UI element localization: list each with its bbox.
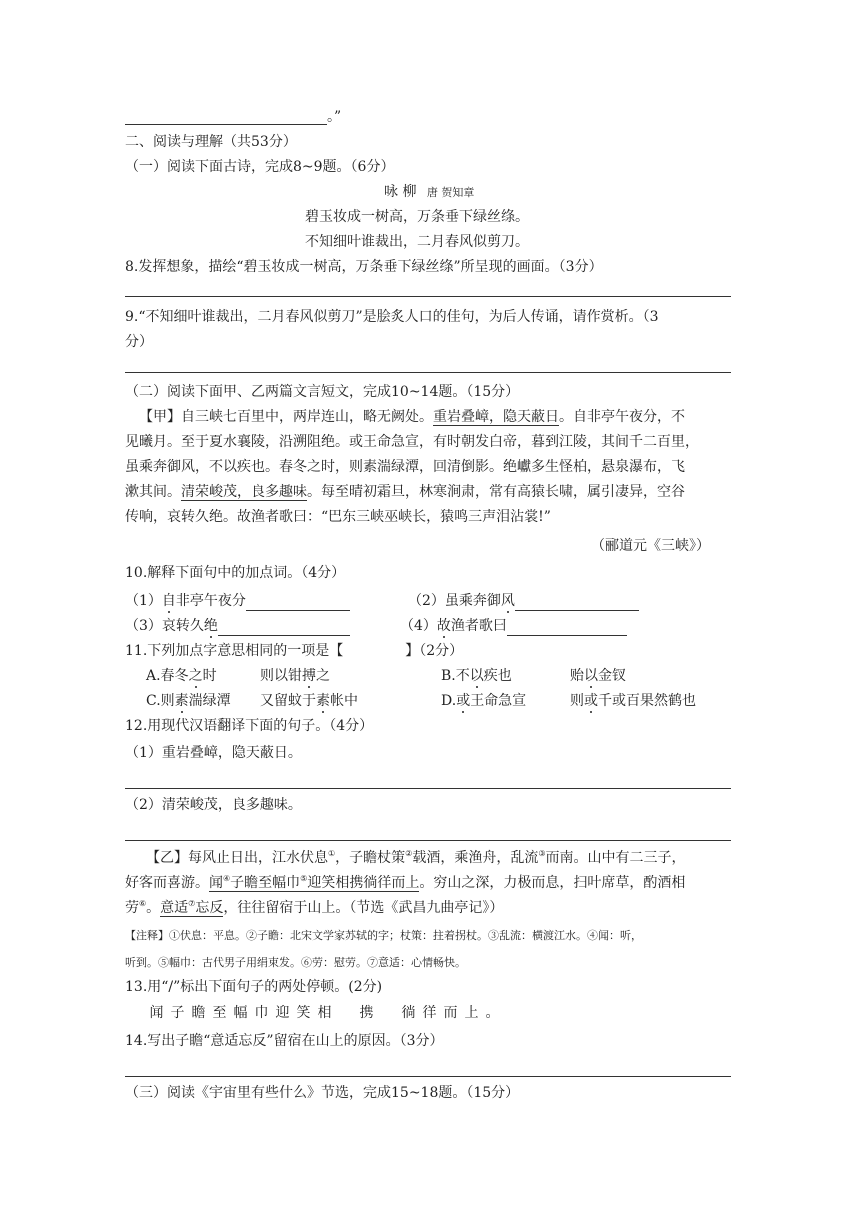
text: （2）虽乘奔御 xyxy=(408,593,501,609)
question-9-cont: 分） xyxy=(125,334,153,350)
note-marker: ② xyxy=(405,849,413,858)
text: 劳 xyxy=(125,900,139,916)
dotted-char: 风 xyxy=(500,593,515,609)
sentence-char[interactable]: 徉 xyxy=(422,1005,437,1021)
option-d-right xyxy=(570,691,696,711)
q12-sentence-1: （1）重岩叠嶂，隐天蔽日。 xyxy=(125,745,302,761)
text: 帐中 xyxy=(330,693,358,709)
passage-yi-line xyxy=(125,898,503,918)
q10-item xyxy=(400,616,627,636)
note-marker: ⑤ xyxy=(300,874,308,883)
text: 又留蚊于 xyxy=(260,693,316,709)
text: 。 xyxy=(146,900,161,916)
text: （1） xyxy=(125,593,162,609)
text: 11.下列加点字意思相同的一项是【 xyxy=(125,643,344,659)
passage-source: （郦道元《三峡》） xyxy=(591,538,710,554)
question-13: 13.用“/”标出下面句子的两处停顿。(2分) xyxy=(125,979,383,995)
option-c-right xyxy=(260,691,358,711)
sentence-char[interactable]: 携 xyxy=(359,1005,374,1021)
fill-blank[interactable] xyxy=(246,595,350,611)
passage-jia-line xyxy=(125,482,685,502)
sentence-char[interactable]: 子 xyxy=(170,1005,185,1021)
dotted-char: 素 xyxy=(174,693,189,709)
text: 则 xyxy=(570,693,584,709)
text: 渔者歌曰 xyxy=(450,618,507,634)
text: 【乙】每风止日出，江水伏息 xyxy=(146,850,328,866)
fill-blank[interactable] xyxy=(515,595,639,611)
dotted-char: 自 xyxy=(161,593,176,609)
part1-intro: （一）阅读下面古诗，完成8~9题。（6分） xyxy=(125,159,395,175)
underlined-sentence xyxy=(160,900,223,917)
text: 好客而喜游。 xyxy=(125,875,209,891)
text: 闻 xyxy=(209,875,223,891)
note-marker: ① xyxy=(328,849,336,858)
option-a-left xyxy=(146,666,217,686)
question-10: 10.解释下面句中的加点词。（4分） xyxy=(125,565,346,581)
dotted-char: 以 xyxy=(584,668,598,684)
text: 金钗 xyxy=(598,668,626,684)
text: 。每至晴初霜旦，林寒涧肃，常有高猿长啸，属引凄异，空谷 xyxy=(307,484,685,500)
text: D. xyxy=(441,693,457,709)
dotted-char: 或 xyxy=(584,693,598,709)
text: 而南。山中有二三子， xyxy=(545,850,686,866)
text: 子瞻至幅巾 xyxy=(230,875,301,891)
underlined-sentence: 清荣峻茂，良多趣味 xyxy=(181,484,307,500)
sentence-char[interactable]: 上 xyxy=(464,1005,479,1021)
dotted-char: 搏 xyxy=(302,668,316,684)
sentence-char[interactable]: 巾 xyxy=(254,1005,269,1021)
q10-item xyxy=(125,591,350,611)
poem-title xyxy=(384,182,474,202)
dotted-char: 以 xyxy=(469,668,484,684)
question-9: 9.“不知细叶谁裁出，二月春风似剪刀”是脍炙人口的佳句，为后人传诵，请作赏析。（3 xyxy=(125,309,659,325)
dotted-char: 之 xyxy=(188,668,203,684)
question-8: 8.发挥想象，描绘“碧玉妆成一树高，万条垂下绿丝绦”所呈现的画面。（3分） xyxy=(125,259,603,275)
question-14: 14.写出子瞻“意适忘反”留宿在山上的原因。（3分） xyxy=(125,1033,444,1049)
text: 。自非亭午夜分，不 xyxy=(559,409,685,425)
text: 。穷山之深，力极而息，扫叶席草，酌酒相 xyxy=(419,875,686,891)
text: ，子瞻杖策 xyxy=(335,850,406,866)
part3-intro: （三）阅读《宇宙里有些什么》节选，完成15~18题。（15分） xyxy=(125,1085,520,1101)
text: 忘反 xyxy=(195,900,224,916)
passage-jia-line: 传响，哀转久绝。故渔者歌曰：“巴东三峡巫峡长，猿鸣三声泪沾裳!” xyxy=(125,509,551,525)
question-12: 12.用现代汉语翻译下面的句子。（4分） xyxy=(125,718,374,734)
q10-item xyxy=(408,591,639,611)
option-c-left xyxy=(146,691,231,711)
annotation: 【注释】①伏息：平息。②子瞻：北宋文学家苏轼的字；杖策：拄着拐杖。③乱流：横渡江水。④闻：听， xyxy=(125,929,642,942)
closing-quote: 。” xyxy=(327,109,342,125)
poem-line-2: 不知细叶谁裁出，二月春风似剪刀。 xyxy=(305,234,529,250)
q12-sentence-2: （2）清荣峻茂，良多趣味。 xyxy=(125,797,302,813)
sentence-char[interactable]: 笑 xyxy=(296,1005,311,1021)
text: （4） xyxy=(400,618,437,634)
sentence-char[interactable]: 瞻 xyxy=(191,1005,206,1021)
text: 王命急宣 xyxy=(470,693,527,709)
sentence-char[interactable]: 闻 xyxy=(149,1005,164,1021)
answer-line xyxy=(125,372,731,373)
passage-yi-line xyxy=(125,873,685,893)
text: 迎笑相携徜徉而上 xyxy=(307,875,420,891)
dotted-char: 或 xyxy=(456,693,471,709)
text: 非亭午夜分 xyxy=(175,593,246,609)
text: 【甲】自三峡七百里中，两岸连山，略无阙处。 xyxy=(139,409,433,425)
fill-blank[interactable] xyxy=(507,620,627,636)
annotation-cont: 听到。⑤幅巾：古代男子用绢束发。⑥劳：慰劳。⑦意适：心情畅快。 xyxy=(125,956,466,969)
passage-yi-line xyxy=(146,848,686,868)
sentence-char[interactable]: 迎 xyxy=(275,1005,290,1021)
section-heading: 二、阅读与理解（共53分） xyxy=(125,134,297,150)
q10-item xyxy=(125,616,350,636)
note-marker: ④ xyxy=(223,874,231,883)
text: 疾也 xyxy=(483,668,512,684)
sentence-char[interactable]: 徜 xyxy=(401,1005,416,1021)
passage-jia-line: 见曦月。至于夏水襄陵，沿溯阻绝。或王命急宣，有时朝发白帝，暮到江陵，其间千二百里， xyxy=(125,434,699,450)
passage-jia-line xyxy=(139,407,685,427)
text: 贻 xyxy=(570,668,584,684)
dotted-char: 故 xyxy=(436,618,451,634)
text: 则以钳 xyxy=(260,668,302,684)
answer-line xyxy=(125,296,731,297)
option-b-right xyxy=(570,666,626,686)
passage-jia-line: 虽乘奔御风，不以疾也。春冬之时，则素湍绿潭，回清倒影。绝巘多生怪柏，悬泉瀑布，飞 xyxy=(125,459,685,475)
answer-line xyxy=(125,124,327,125)
dotted-char: 素 xyxy=(316,693,330,709)
dotted-char: 绝 xyxy=(203,618,218,634)
text: B.不 xyxy=(441,668,470,684)
text: C.则 xyxy=(146,693,175,709)
option-d-left xyxy=(441,691,526,711)
part2-intro: （二）阅读下面甲、乙两篇文言短文，完成10~14题。（15分） xyxy=(125,384,520,400)
text: 】（2分） xyxy=(405,643,464,659)
text: A.春冬 xyxy=(146,668,189,684)
option-b-left xyxy=(441,666,512,686)
sentence-char[interactable]: 。 xyxy=(485,1005,500,1021)
note-marker: ⑥ xyxy=(139,899,147,908)
text: 之 xyxy=(316,668,330,684)
q13-sentence xyxy=(146,1003,503,1023)
note-marker: ⑦ xyxy=(188,899,196,908)
fill-blank[interactable] xyxy=(218,620,350,636)
note-marker: ③ xyxy=(538,849,546,858)
text: （3）哀转久 xyxy=(125,618,204,634)
text: 载酒，乘渔舟，乱流 xyxy=(412,850,539,866)
sentence-char[interactable]: 相 xyxy=(317,1005,332,1021)
text: 意适 xyxy=(160,900,189,916)
text: ，往往留宿于山上。（节选《武昌九曲亭记》） xyxy=(223,900,504,916)
poem-line-1: 碧玉妆成一树高，万条垂下绿丝绦。 xyxy=(305,209,529,225)
text: 千或百果然鹤也 xyxy=(598,693,696,709)
text: 时 xyxy=(202,668,217,684)
sentence-char[interactable]: 而 xyxy=(443,1005,458,1021)
underlined-sentence xyxy=(209,875,419,892)
underlined-sentence: 重岩叠嶂，隐天蔽日 xyxy=(433,409,559,425)
sentence-char[interactable]: 幅 xyxy=(233,1005,248,1021)
poem-author: 唐 贺知章 xyxy=(426,186,475,199)
answer-line xyxy=(125,840,731,841)
text: 漱其间。 xyxy=(125,484,181,500)
answer-line xyxy=(125,788,731,789)
option-a-right xyxy=(260,666,330,686)
sentence-char[interactable]: 至 xyxy=(212,1005,227,1021)
question-11 xyxy=(125,641,463,661)
text: 湍绿潭 xyxy=(188,693,231,709)
poem-title-text: 咏 柳 xyxy=(384,184,417,200)
answer-line xyxy=(125,1076,731,1077)
